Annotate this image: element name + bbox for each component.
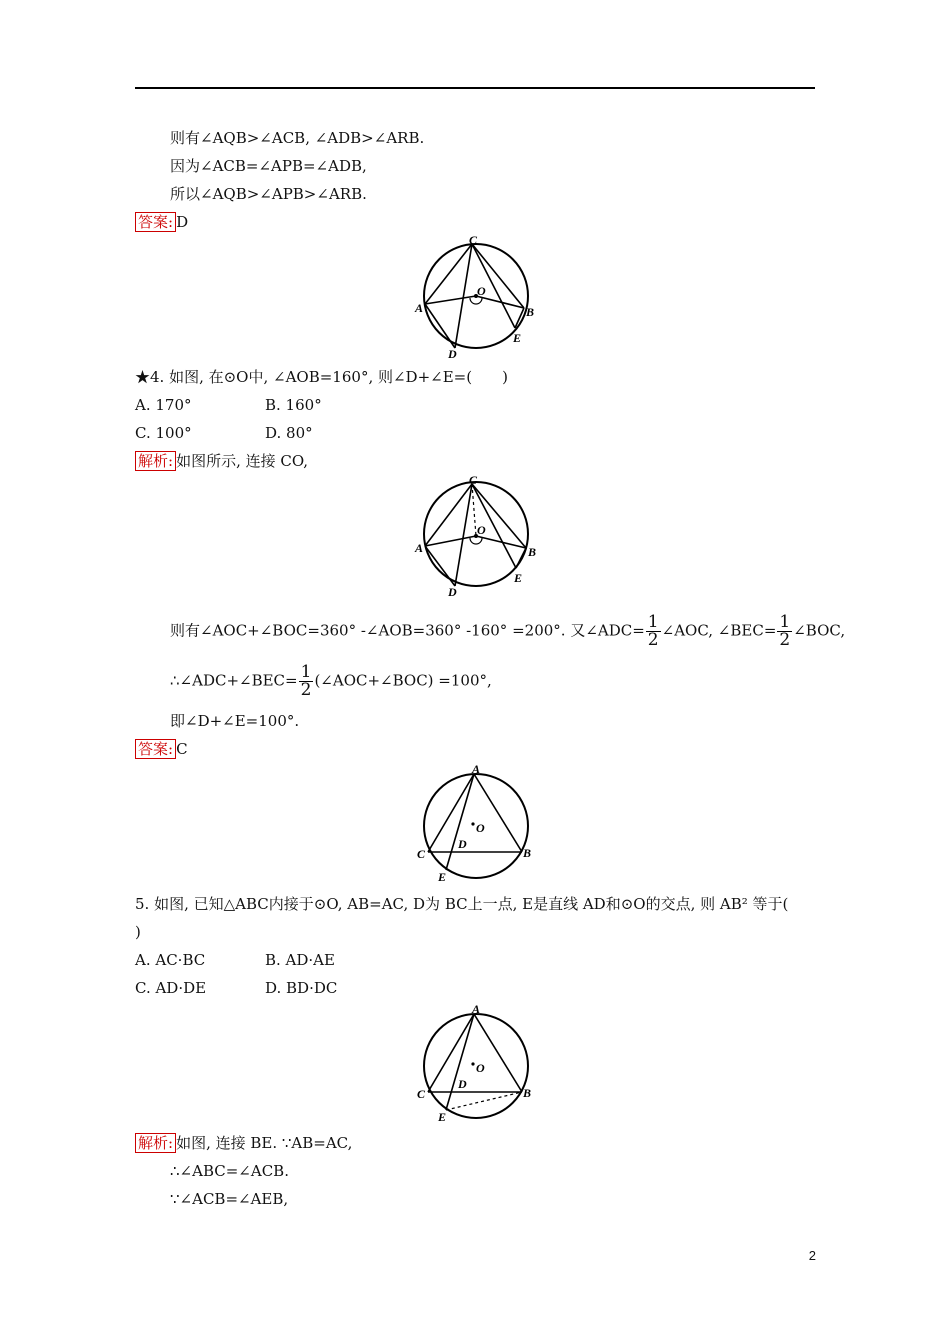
q4-option-a: A. 170° (135, 396, 192, 414)
header-rule (135, 87, 815, 89)
q5-stem-line-2: ) (135, 923, 141, 941)
q4-step-3: 即∠D+∠E=100°. (170, 712, 300, 730)
fig-label: E (513, 331, 522, 345)
fig-label: D (448, 347, 457, 361)
figure-q5-solution (412, 1000, 542, 1125)
fraction-half: $\frac{1}{2}$ (779, 612, 791, 650)
fig-label: O (477, 523, 486, 537)
page-number: 2 (808, 1248, 816, 1263)
fig-label: B (526, 305, 535, 319)
q4-step-2 (170, 664, 492, 699)
q5-step-2: ∴∠ABC=∠ACB. (170, 1162, 289, 1180)
step-text: ∴∠ADC+∠BEC= (170, 671, 298, 690)
fig-label: C (417, 847, 426, 861)
analysis-text: 如图, 连接 BE. ∵AB=AC, (176, 1134, 353, 1152)
q5-analysis (135, 1133, 352, 1153)
fig-label: D (448, 585, 457, 599)
analysis-tag: 解析: (135, 1133, 176, 1153)
figure-q5 (412, 760, 542, 885)
fig-label: D (458, 1077, 467, 1091)
fig-label: A (415, 301, 424, 315)
step-text: 则有∠AOC+∠BOC=360° -∠AOB=360° -160° =200°. 又∠ADC= (170, 621, 645, 640)
q5-option-a: A. AC·BC (135, 951, 206, 969)
step-text: ∠BOC, (793, 621, 846, 640)
q4-step-1 (170, 614, 845, 649)
analysis-tag: 解析: (135, 451, 176, 471)
answer-value: D (176, 213, 189, 231)
q5-option-b: B. AD·AE (265, 951, 335, 969)
q4-stem: ★4. 如图, 在⊙O中, ∠AOB=160°, 则∠D+∠E=( ) (135, 368, 508, 386)
analysis-text: 如图所示, 连接 CO, (176, 452, 309, 470)
fig-label: O (476, 821, 485, 835)
step-text: (∠AOC+∠BOC) =100°, (314, 671, 492, 690)
figure-q4 (412, 232, 542, 362)
q5-stem-line-1: 5. 如图, 已知△ABC内接于⊙O, AB=AC, D为 BC上一点, E是直线 AD和⊙O的交点, 则 AB² 等于( (135, 895, 789, 913)
fig-label: C (417, 1087, 426, 1101)
answer-tag: 答案: (135, 212, 176, 232)
fig-label: E (514, 571, 523, 585)
fig-label: E (438, 1110, 447, 1124)
fig-label: B (523, 846, 532, 860)
intro-line-1: 则有∠AQB>∠ACB, ∠ADB>∠ARB. (170, 129, 425, 147)
answer-value: C (176, 740, 188, 758)
fig-label: O (476, 1061, 485, 1075)
fig-label: E (438, 870, 447, 884)
q5-step-3: ∵∠ACB=∠AEB, (170, 1190, 289, 1208)
q4-option-d: D. 80° (265, 424, 313, 442)
q5-option-d: D. BD·DC (265, 979, 338, 997)
fig-label: A (472, 1002, 481, 1016)
q4-analysis (135, 451, 308, 471)
fig-label: A (415, 541, 424, 555)
answer-4 (135, 739, 188, 759)
figure-q4-solution (412, 470, 542, 600)
step-text: ∠AOC, ∠BEC= (661, 621, 777, 640)
fig-label: C (469, 473, 478, 487)
intro-line-2: 因为∠ACB=∠APB=∠ADB, (170, 157, 367, 175)
intro-line-3: 所以∠AQB>∠APB>∠ARB. (170, 185, 367, 203)
q5-option-c: C. AD·DE (135, 979, 207, 997)
fraction-half: $\frac{1}{2}$ (647, 612, 659, 650)
fig-label: B (528, 545, 537, 559)
fig-label: B (523, 1086, 532, 1100)
answer-3 (135, 212, 188, 232)
fig-label: O (477, 284, 486, 298)
answer-tag: 答案: (135, 739, 176, 759)
fig-label: D (458, 837, 467, 851)
q4-option-c: C. 100° (135, 424, 192, 442)
fraction-half: $\frac{1}{2}$ (300, 662, 312, 700)
q4-option-b: B. 160° (265, 396, 322, 414)
fig-label: A (472, 762, 481, 776)
fig-label: C (469, 233, 478, 247)
